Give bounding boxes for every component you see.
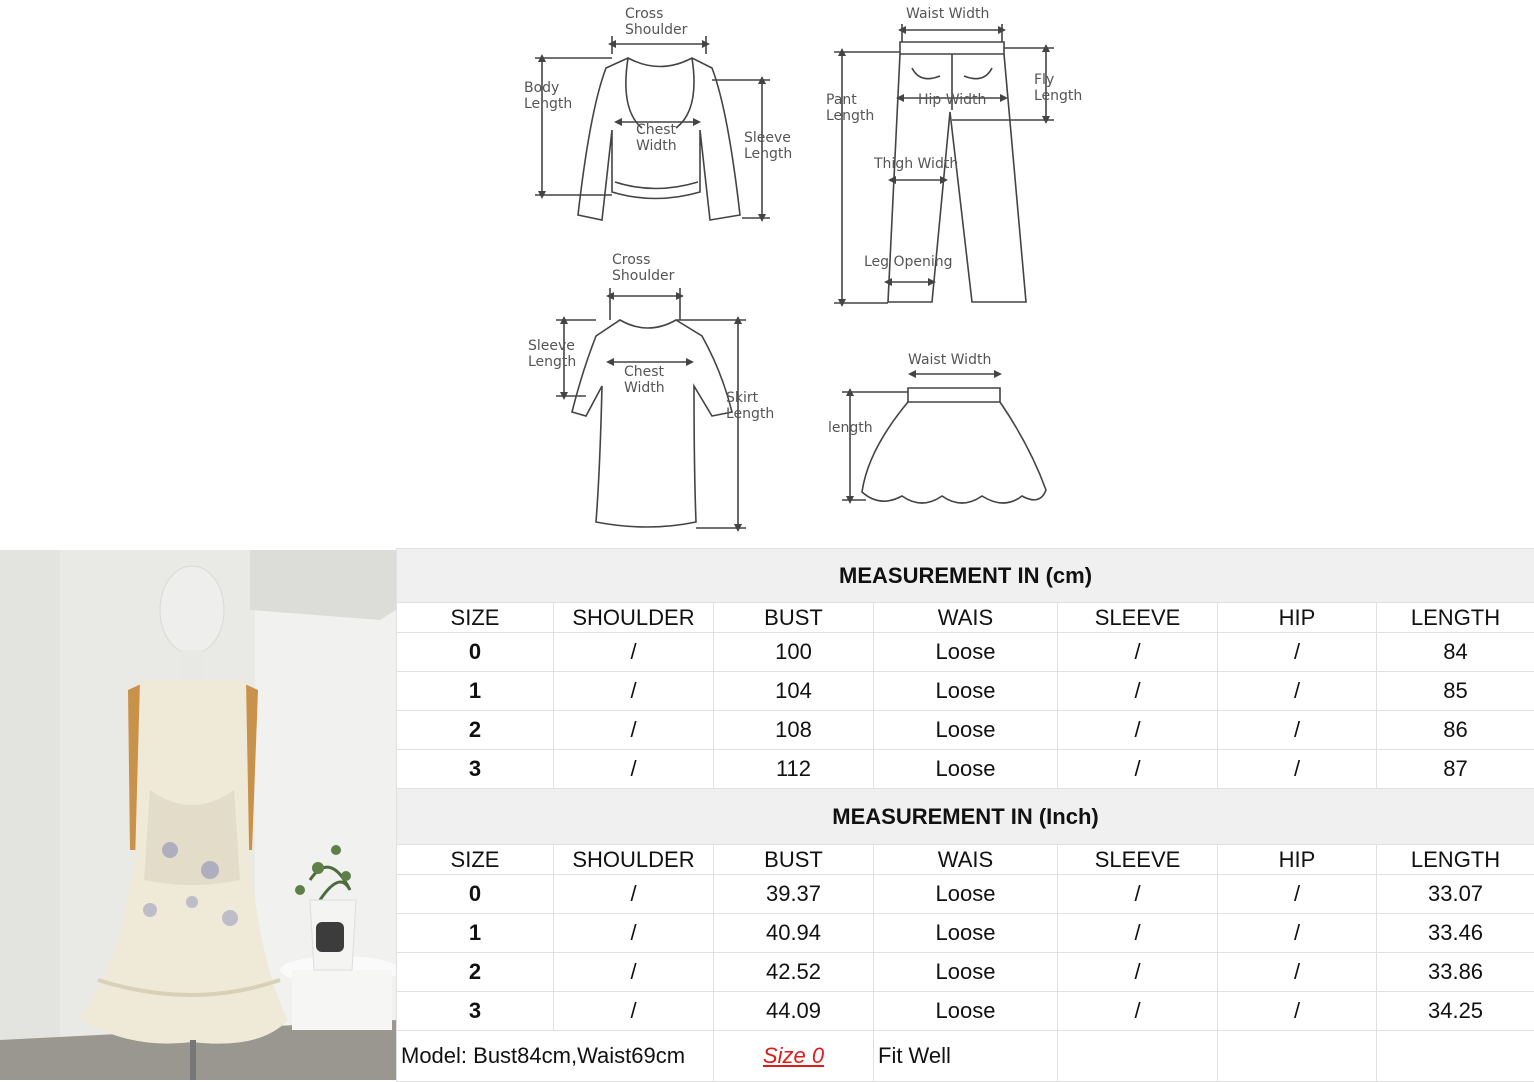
table-row <box>397 672 1534 711</box>
model-measurements: Model: Bust84cm,Waist69cm <box>397 1031 714 1082</box>
label-sleeve-length-top: Sleeve <box>744 130 791 146</box>
col-header-size: SIZE <box>397 845 554 875</box>
skirt-diagram <box>842 374 1046 503</box>
empty-cell <box>1218 1031 1377 1082</box>
product-photo-svg <box>0 550 396 1080</box>
hip-value: / <box>1218 711 1377 750</box>
bust-value: 112 <box>714 750 874 789</box>
col-header-length: LENGTH <box>1377 845 1534 875</box>
label-thigh-width: Thigh Width <box>873 156 958 172</box>
length-value: 85 <box>1377 672 1534 711</box>
label-skirt-length-short: length <box>828 420 873 436</box>
label-sleeve-length-dress-2: Length <box>528 354 576 370</box>
table-row <box>397 750 1534 789</box>
length-value: 84 <box>1377 633 1534 672</box>
length-value: 86 <box>1377 711 1534 750</box>
bust-value: 42.52 <box>714 953 874 992</box>
waist-value: Loose <box>874 633 1058 672</box>
hip-value: / <box>1218 875 1377 914</box>
bust-value: 39.37 <box>714 875 874 914</box>
col-header-hip: HIP <box>1218 603 1377 633</box>
size-value: 1 <box>397 914 554 953</box>
hip-value: / <box>1218 672 1377 711</box>
inch-table-title: MEASUREMENT IN (Inch) <box>397 789 1534 845</box>
size-value: 2 <box>397 711 554 750</box>
label-chest-width-top-2: Width <box>636 138 677 154</box>
size-value: 1 <box>397 672 554 711</box>
size-value: 3 <box>397 750 554 789</box>
hip-value: / <box>1218 953 1377 992</box>
col-header-hip: HIP <box>1218 845 1377 875</box>
label-chest-width-top: Chest <box>636 122 677 138</box>
hip-value: / <box>1218 750 1377 789</box>
shoulder-value: / <box>554 750 714 789</box>
length-value: 33.46 <box>1377 914 1534 953</box>
shoulder-value: / <box>554 953 714 992</box>
col-header-size: SIZE <box>397 603 554 633</box>
bust-value: 100 <box>714 633 874 672</box>
table-row <box>397 875 1534 914</box>
shoulder-value: / <box>554 672 714 711</box>
hip-value: / <box>1218 633 1377 672</box>
dress-diagram <box>556 288 746 528</box>
size-value: 0 <box>397 875 554 914</box>
col-header-waist: WAIS <box>874 845 1058 875</box>
table-row <box>397 953 1534 992</box>
measurement-table <box>396 548 1534 1082</box>
inch-title-row <box>397 789 1534 845</box>
label-cross-shoulder-dress: Cross <box>612 252 650 268</box>
col-header-sleeve: SLEEVE <box>1058 845 1218 875</box>
empty-cell <box>1058 1031 1218 1082</box>
inch-header-row <box>397 845 1534 875</box>
label-body-length: Body <box>524 80 559 96</box>
sleeve-value: / <box>1058 633 1218 672</box>
table-row <box>397 914 1534 953</box>
bust-value: 108 <box>714 711 874 750</box>
empty-cell <box>1377 1031 1534 1082</box>
waist-value: Loose <box>874 672 1058 711</box>
waist-value: Loose <box>874 750 1058 789</box>
sleeve-value: / <box>1058 914 1218 953</box>
col-header-shoulder: SHOULDER <box>554 603 714 633</box>
col-header-sleeve: SLEEVE <box>1058 603 1218 633</box>
length-value: 33.86 <box>1377 953 1534 992</box>
table-row <box>397 711 1534 750</box>
length-value: 87 <box>1377 750 1534 789</box>
sleeve-value: / <box>1058 711 1218 750</box>
label-body-length-2: Length <box>524 96 572 112</box>
model-size: Size 0 <box>714 1031 874 1082</box>
label-chest-width-dress-2: Width <box>624 380 665 396</box>
label-cross-shoulder-top: Cross <box>625 6 663 22</box>
sleeve-value: / <box>1058 672 1218 711</box>
hip-value: / <box>1218 914 1377 953</box>
label-hip-width: Hip Width <box>918 92 986 108</box>
label-waist-width-pants: Waist Width <box>906 6 989 22</box>
waist-value: Loose <box>874 953 1058 992</box>
col-header-waist: WAIS <box>874 603 1058 633</box>
cm-title-row <box>397 549 1534 603</box>
label-cross-shoulder-dress-2: Shoulder <box>612 268 675 284</box>
col-header-length: LENGTH <box>1377 603 1534 633</box>
label-fly-length: Fly <box>1034 72 1054 88</box>
length-value: 34.25 <box>1377 992 1534 1031</box>
model-info-row <box>397 1031 1534 1082</box>
fit-note: Fit Well <box>874 1031 1058 1082</box>
label-pant-length: Pant <box>826 92 857 108</box>
label-leg-opening: Leg Opening <box>864 254 953 270</box>
table-row <box>397 992 1534 1031</box>
shoulder-value: / <box>554 914 714 953</box>
label-skirt-length: Skirt <box>726 390 759 406</box>
sleeve-value: / <box>1058 875 1218 914</box>
cm-table-title: MEASUREMENT IN (cm) <box>397 549 1534 603</box>
length-value: 33.07 <box>1377 875 1534 914</box>
label-pant-length-2: Length <box>826 108 874 124</box>
table-row <box>397 633 1534 672</box>
shoulder-value: / <box>554 875 714 914</box>
sleeve-value: / <box>1058 750 1218 789</box>
waist-value: Loose <box>874 875 1058 914</box>
bust-value: 44.09 <box>714 992 874 1031</box>
label-skirt-length-2: Length <box>726 406 774 422</box>
shoulder-value: / <box>554 711 714 750</box>
label-waist-width-skirt: Waist Width <box>908 352 991 368</box>
bust-value: 104 <box>714 672 874 711</box>
label-sleeve-length-top-2: Length <box>744 146 792 162</box>
label-fly-length-2: Length <box>1034 88 1082 104</box>
sleeve-value: / <box>1058 992 1218 1031</box>
size-value: 3 <box>397 992 554 1031</box>
waist-value: Loose <box>874 914 1058 953</box>
product-photo <box>0 550 396 1080</box>
shoulder-value: / <box>554 633 714 672</box>
col-header-shoulder: SHOULDER <box>554 845 714 875</box>
col-header-bust: BUST <box>714 603 874 633</box>
bust-value: 40.94 <box>714 914 874 953</box>
label-chest-width-dress: Chest <box>624 364 665 380</box>
sleeve-value: / <box>1058 953 1218 992</box>
size-value: 2 <box>397 953 554 992</box>
label-sleeve-length-dress: Sleeve <box>528 338 575 354</box>
shoulder-value: / <box>554 992 714 1031</box>
cm-header-row <box>397 603 1534 633</box>
waist-value: Loose <box>874 711 1058 750</box>
hip-value: / <box>1218 992 1377 1031</box>
label-cross-shoulder-top-2: Shoulder <box>625 22 688 38</box>
col-header-bust: BUST <box>714 845 874 875</box>
waist-value: Loose <box>874 992 1058 1031</box>
size-value: 0 <box>397 633 554 672</box>
